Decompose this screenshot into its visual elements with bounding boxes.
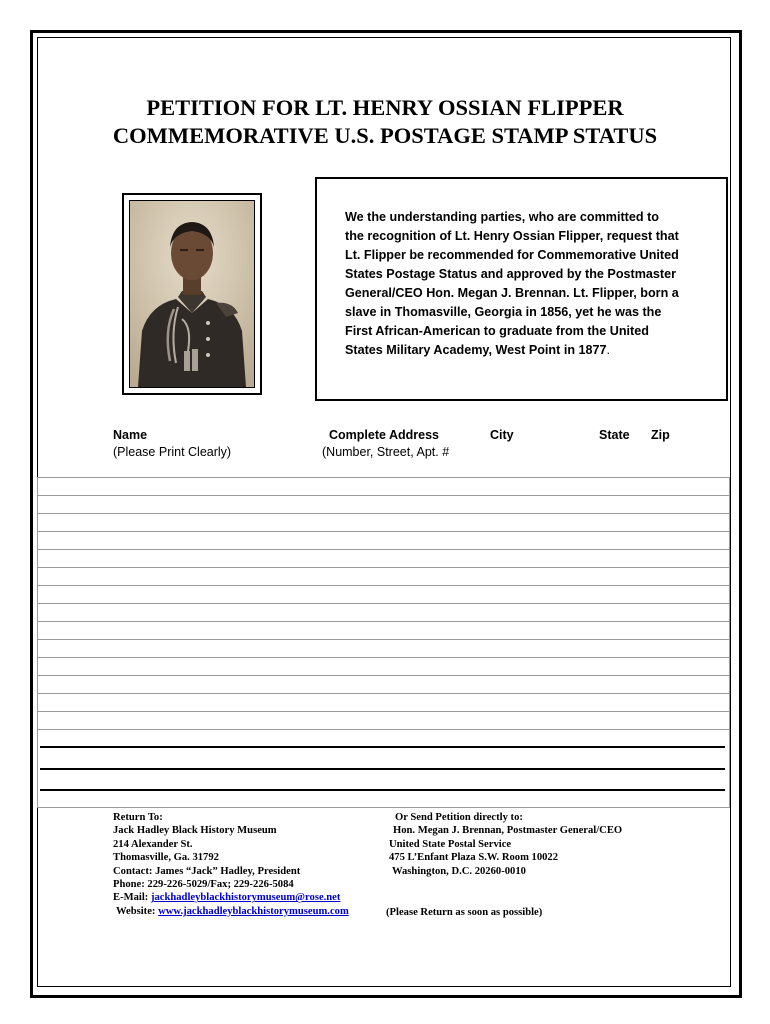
petition-statement — [345, 208, 715, 360]
signature-row-line[interactable] — [37, 639, 730, 640]
signature-row-line[interactable] — [37, 495, 730, 496]
signature-row-line[interactable] — [37, 567, 730, 568]
signature-row-line[interactable] — [37, 531, 730, 532]
statement-line: the recognition of Lt. Henry Ossian Flipper, request that — [345, 229, 679, 243]
signature-row-line[interactable] — [37, 657, 730, 658]
website-label: Website: — [116, 905, 159, 917]
signature-row-line[interactable] — [37, 513, 730, 514]
email-link[interactable]: jackhadleyblackhistorymuseum@rose.net — [150, 892, 341, 904]
museum-email-line — [113, 891, 349, 904]
recipient-street: 475 L’Enfant Plaza S.W. Room 10022 — [389, 852, 559, 864]
recipient-city: Washington, D.C. 20260-0010 — [392, 865, 526, 877]
museum-city: Thomasville, Ga. 31792 — [113, 852, 219, 864]
website-link[interactable]: www.jackhadleyblackhistorymuseum.com — [158, 905, 349, 917]
signature-row-line[interactable] — [40, 768, 725, 770]
recipient-agency: United State Postal Service — [389, 838, 512, 850]
column-header-city: City — [490, 428, 514, 442]
column-subheader-address: (Number, Street, Apt. # — [322, 445, 450, 459]
column-header-name: Name — [113, 428, 148, 442]
return-note: (Please Return as soon as possible) — [386, 907, 543, 918]
signature-row-line[interactable] — [40, 789, 725, 791]
petition-title — [0, 94, 770, 150]
recipient-name: Hon. Megan J. Brennan, Postmaster General/CEO — [393, 825, 623, 837]
postmaster-address-block — [389, 811, 622, 878]
statement-line-period: . — [606, 343, 611, 357]
statement-line: General/CEO Hon. Megan J. Brennan. Lt. Flipper, born a — [345, 286, 679, 300]
statement-line: We the understanding parties, who are committed to — [345, 210, 659, 224]
statement-line — [345, 341, 715, 360]
statement-line: States Postage Status and approved by the Postmaster — [345, 267, 677, 281]
petition-statement-box — [315, 177, 728, 401]
portrait-frame — [122, 193, 262, 395]
portrait-photo — [129, 200, 255, 388]
museum-name: Jack Hadley Black History Museum — [113, 825, 277, 837]
signature-row-line[interactable] — [37, 603, 730, 604]
email-label: E-Mail: — [113, 892, 151, 904]
signature-row-line[interactable] — [37, 711, 730, 712]
signature-row-line[interactable] — [37, 477, 730, 478]
signature-row-line[interactable] — [37, 621, 730, 622]
statement-line: First African-American to graduate from the United — [345, 324, 649, 338]
portrait-image — [130, 201, 254, 387]
column-subheader-name: (Please Print Clearly) — [113, 445, 232, 459]
return-address-block — [113, 811, 349, 918]
museum-street: 214 Alexander St. — [113, 838, 193, 850]
signature-row-line[interactable] — [37, 585, 730, 586]
signature-table-right-edge — [729, 477, 730, 807]
column-header-address: Complete Address — [329, 428, 439, 442]
statement-line: slave in Thomasville, Georgia in 1856, yet he was the — [345, 305, 662, 319]
return-to-label: Return To: — [113, 812, 163, 823]
museum-contact: Contact: James “Jack” Hadley, President — [113, 865, 301, 877]
statement-line-text: States Military Academy, West Point in 1877 — [345, 343, 607, 357]
museum-phone: Phone: 229-226-5029/Fax; 229-226-5084 — [113, 879, 294, 891]
signature-row-line[interactable] — [37, 675, 730, 676]
signature-table-bottom — [37, 807, 730, 808]
title-line-1: PETITION FOR LT. HENRY OSSIAN FLIPPER — [146, 95, 624, 120]
title-line-2: COMMEMORATIVE U.S. POSTAGE STAMP STATUS — [112, 123, 658, 148]
statement-line: Lt. Flipper be recommended for Commemorative United — [345, 248, 679, 262]
signature-table-left-edge — [37, 477, 38, 807]
column-header-state: State — [599, 428, 630, 442]
send-direct-label: Or Send Petition directly to: — [395, 812, 523, 823]
signature-row-line[interactable] — [37, 549, 730, 550]
column-header-zip: Zip — [651, 428, 670, 442]
signature-row-line[interactable] — [37, 693, 730, 694]
signature-row-line[interactable] — [40, 746, 725, 748]
signature-row-line[interactable] — [37, 729, 730, 730]
museum-website-line — [113, 905, 349, 918]
